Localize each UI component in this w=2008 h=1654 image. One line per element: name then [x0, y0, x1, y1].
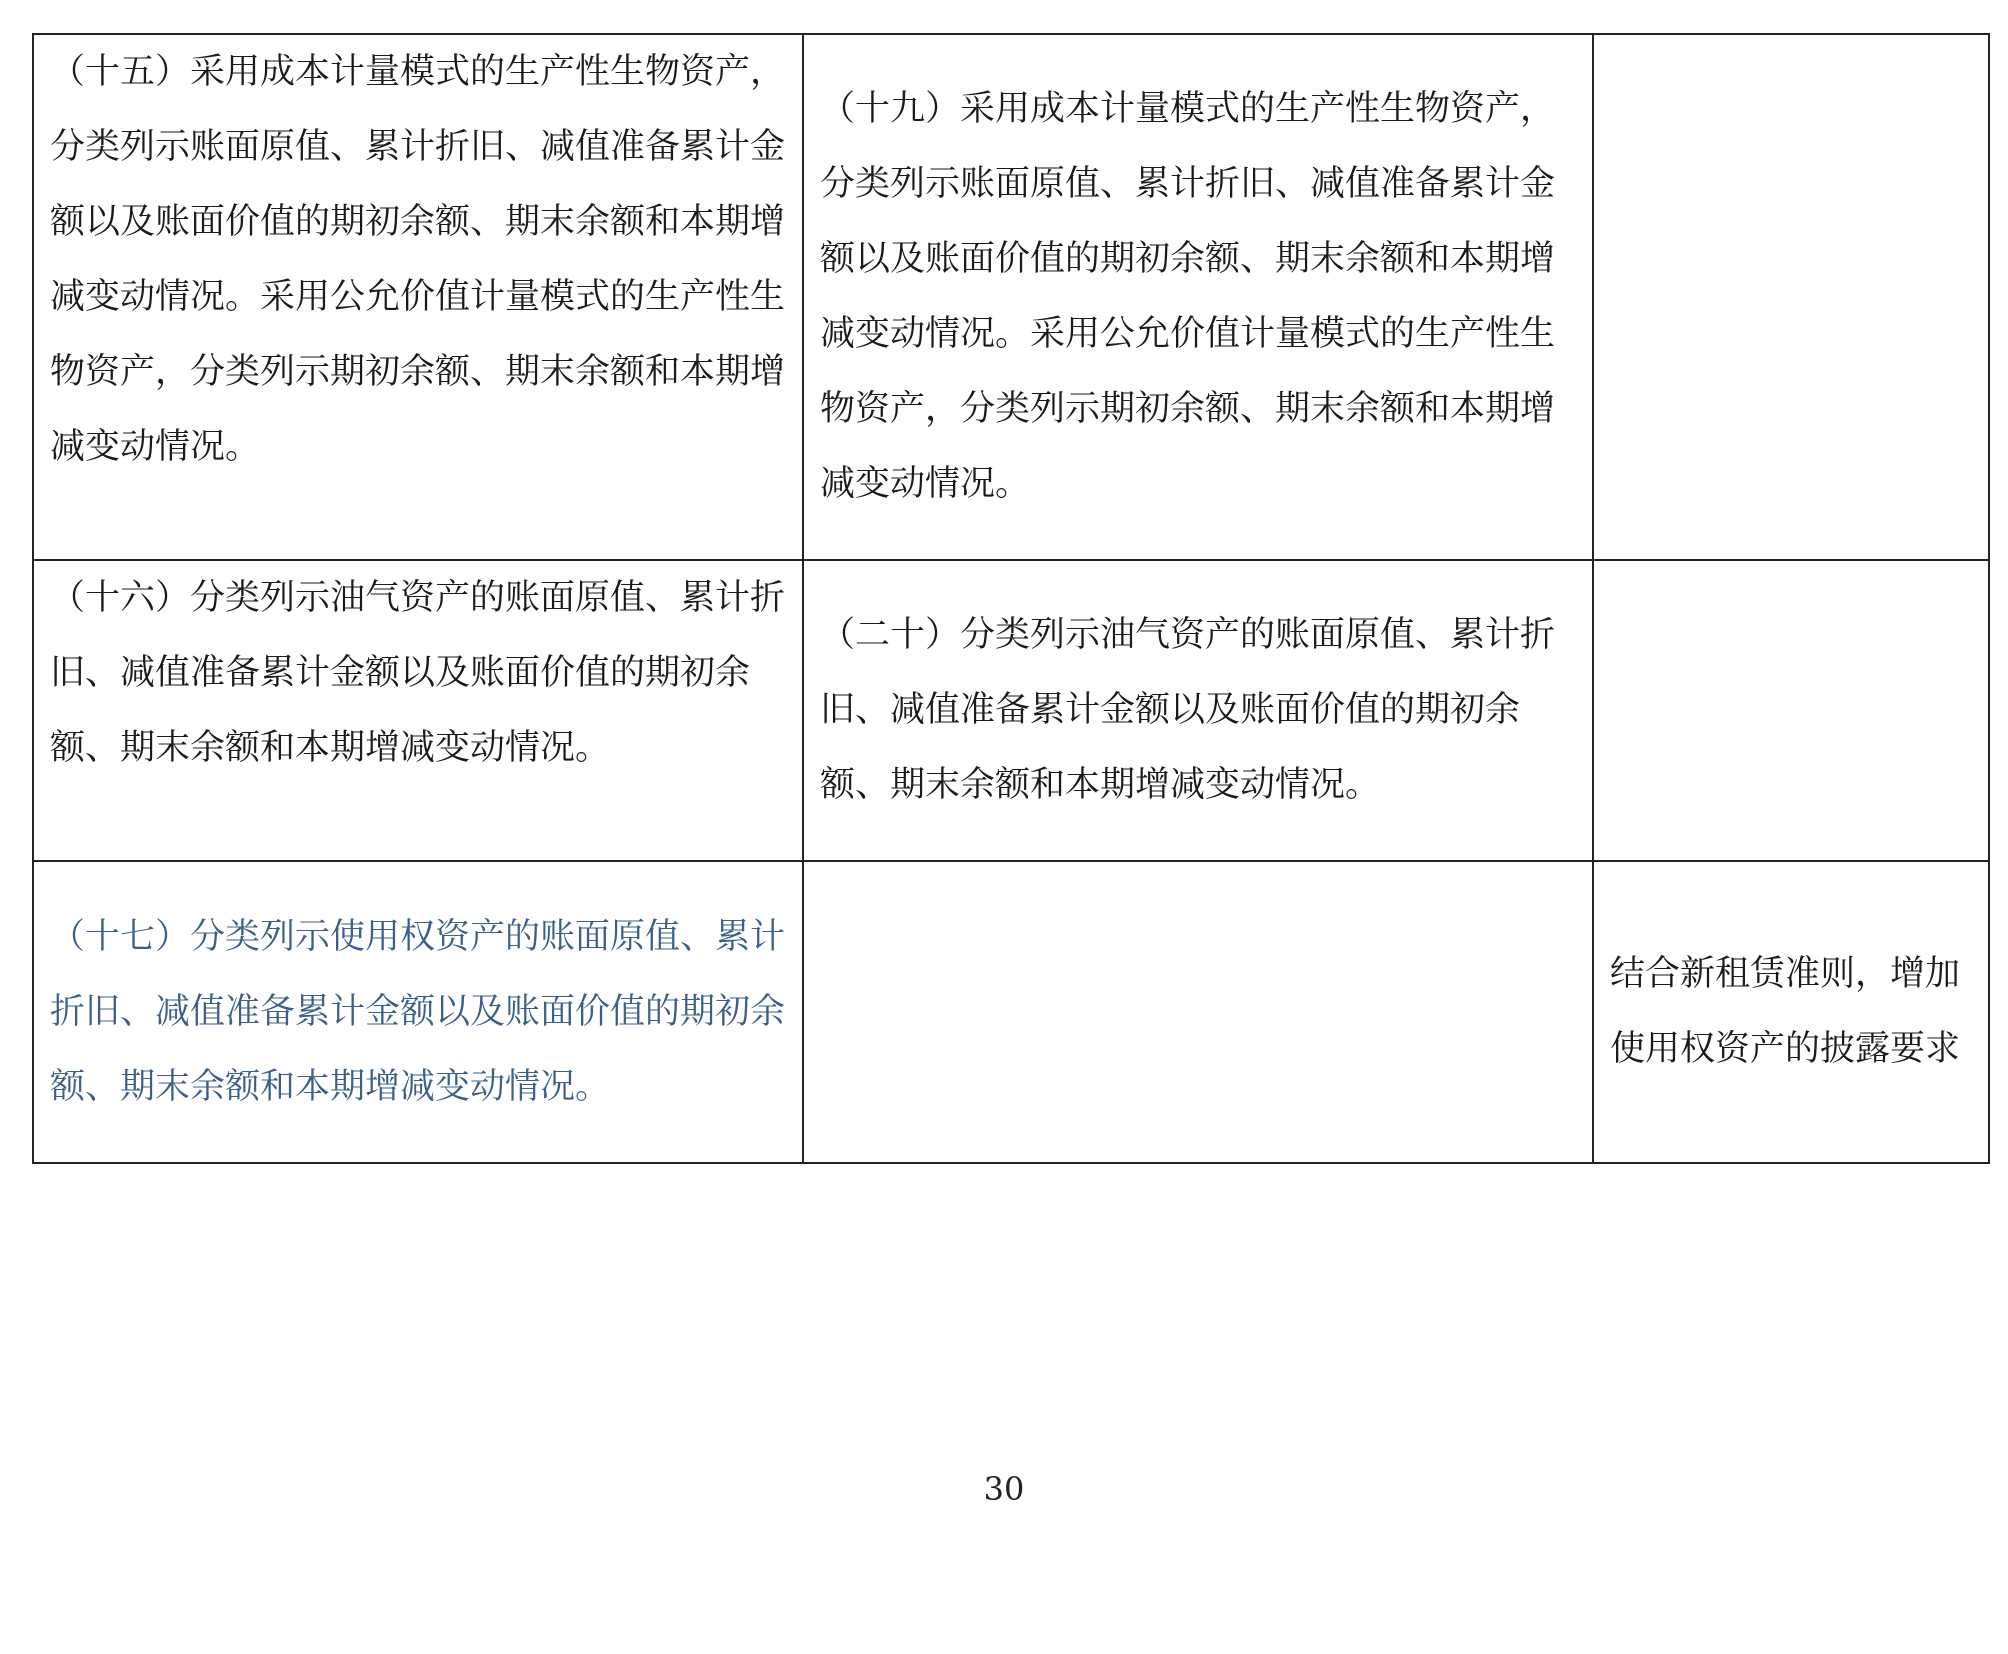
original-clause-cell: （十五）采用成本计量模式的生产性生物资产，分类列示账面原值、累计折旧、减值准备累计金额以及账面价值的期初余额、期末余额和本期增减变动情况。采用公允价值计量模式的生产性生物资产，分类列示期初余额、期末余额和本期增减变动情况。 — [33, 34, 803, 560]
revised-clause-cell — [803, 861, 1593, 1163]
page-number: 30 — [983, 1470, 1025, 1508]
table-row — [33, 34, 1989, 560]
original-clause-cell-added: （十七）分类列示使用权资产的账面原值、累计折旧、减值准备累计金额以及账面价值的期初余额、期末余额和本期增减变动情况。 — [33, 861, 803, 1163]
comparison-table — [32, 33, 1990, 1164]
revised-clause-cell: （十九）采用成本计量模式的生产性生物资产，分类列示账面原值、累计折旧、减值准备累计金额以及账面价值的期初余额、期末余额和本期增减变动情况。采用公允价值计量模式的生产性生物资产，分类列示期初余额、期末余额和本期增减变动情况。 — [803, 34, 1593, 560]
table-row — [33, 861, 1989, 1163]
revision-note-cell — [1593, 34, 1989, 560]
revision-note-cell — [1593, 560, 1989, 861]
revised-clause-cell: （二十）分类列示油气资产的账面原值、累计折旧、减值准备累计金额以及账面价值的期初余额、期末余额和本期增减变动情况。 — [803, 560, 1593, 861]
revision-note-cell: 结合新租赁准则，增加使用权资产的披露要求 — [1593, 861, 1989, 1163]
table-row — [33, 560, 1989, 861]
original-clause-cell: （十六）分类列示油气资产的账面原值、累计折旧、减值准备累计金额以及账面价值的期初余额、期末余额和本期增减变动情况。 — [33, 560, 803, 861]
